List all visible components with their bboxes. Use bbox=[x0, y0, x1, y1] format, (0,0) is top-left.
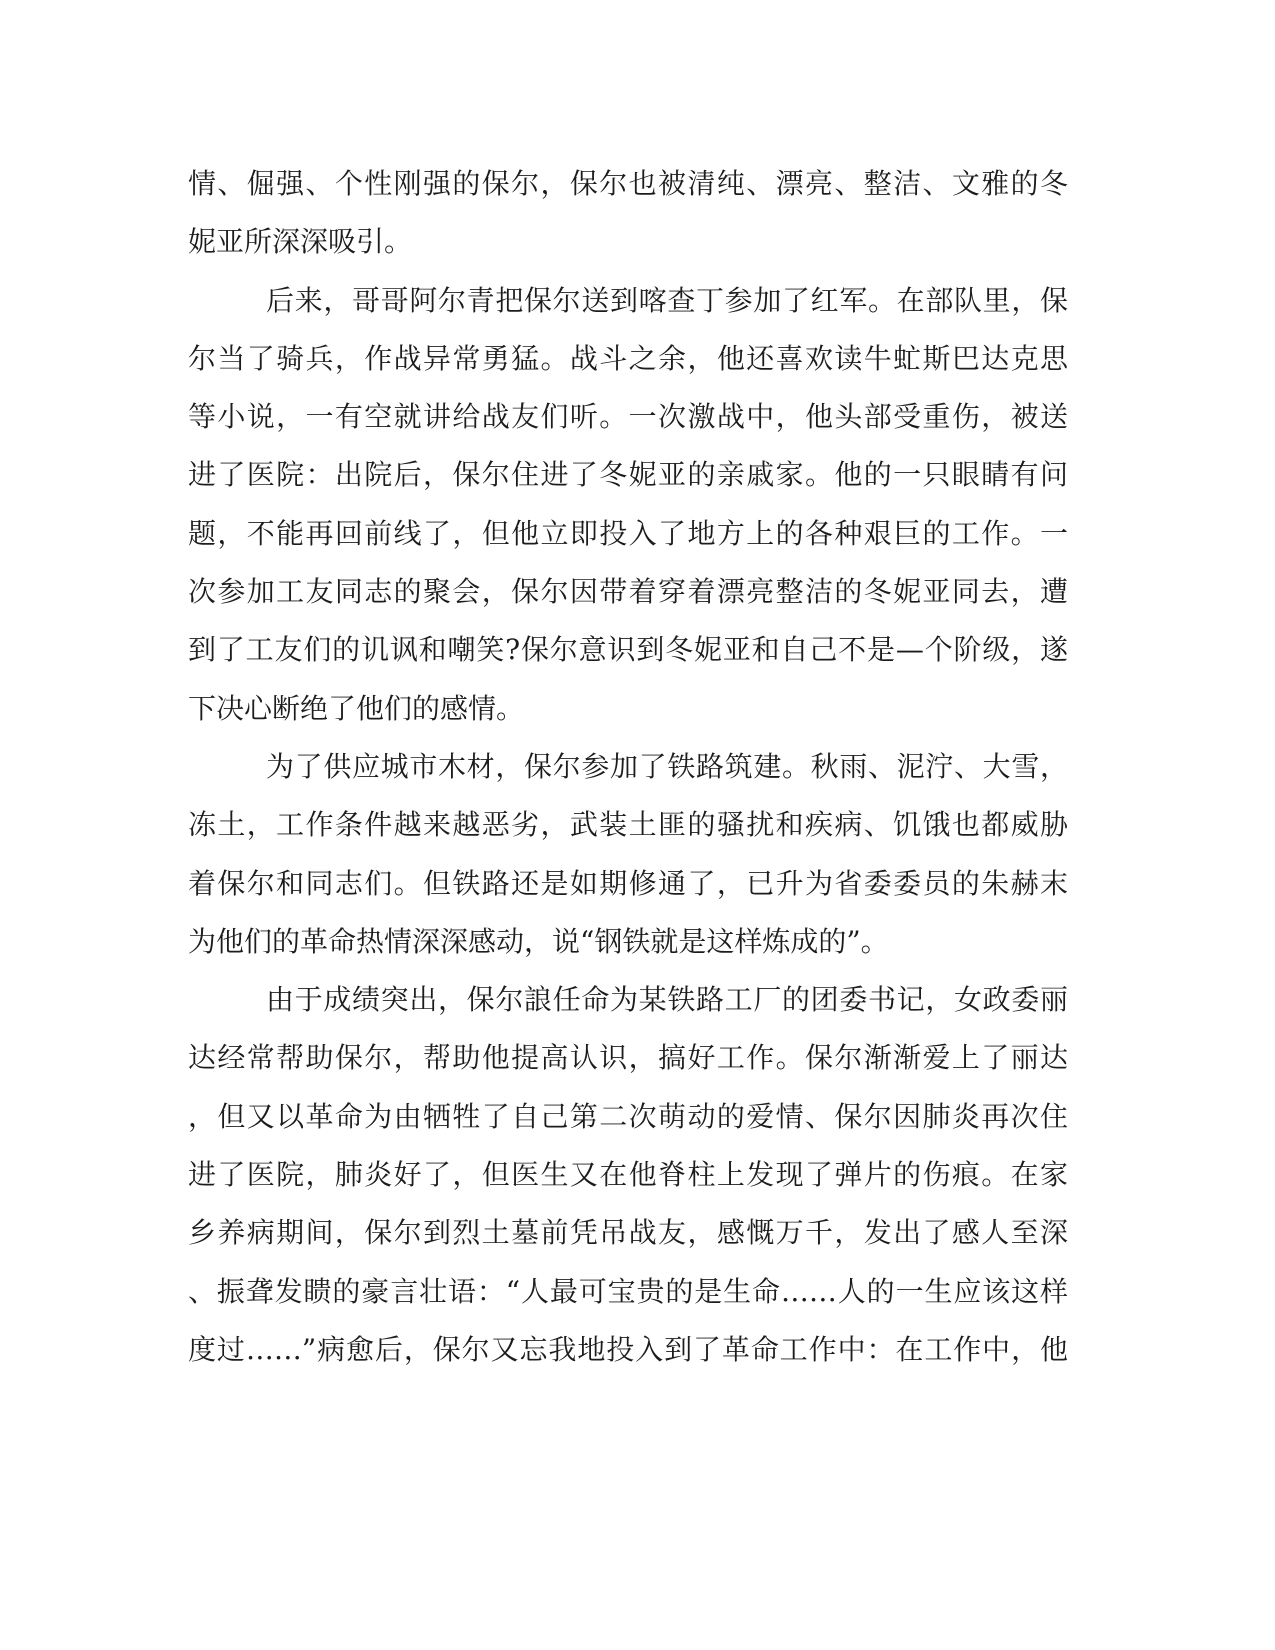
text-line: 进了医院，肺炎好了，但医生又在他脊柱上发现了弹片的伤痕。在家 bbox=[188, 1158, 1068, 1192]
text-line: 由于成绩突出，保尔誏任命为某铁路工厂的团委书记，女政委丽 bbox=[266, 983, 1068, 1017]
text-line: ，但又以革命为由牺牲了自己第二次萌动的爱情、保尔因肺炎再次住 bbox=[188, 1099, 1068, 1133]
text-line: 达经常帮助保尔，帮助他提高认识，搞好工作。保尔渐渐爱上了丽达 bbox=[188, 1041, 1068, 1075]
text-line: 进了医院：出院后，保尔住进了冬妮亚的亲戚家。他的一只眼睛有问 bbox=[188, 458, 1068, 492]
body-text bbox=[188, 155, 1068, 1379]
text-line: 度过……”病愈后，保尔又忘我地投入到了革命工作中：在工作中，他 bbox=[188, 1332, 1068, 1366]
text-line: 等小说，一有空就讲给战友们听。一次激战中，他头部受重伤，被送 bbox=[188, 400, 1068, 434]
text-line: 到了工友们的讥讽和嘲笑?保尔意识到冬妮亚和自己不是—个阶级，遂 bbox=[188, 633, 1068, 667]
text-line: 后来，哥哥阿尔青把保尔送到喀查丁参加了红军。在部队里，保 bbox=[266, 283, 1068, 317]
text-line: 为了供应城市木材，保尔参加了铁路筑建。秋雨、泥泞、大雪， bbox=[266, 749, 1068, 783]
text-line: 尔当了骑兵，作战异常勇猛。战斗之余，他还喜欢读牛虻斯巴达克思 bbox=[188, 341, 1068, 375]
text-line: 着保尔和同志们。但铁路还是如期修通了，已升为省委委员的朱赫末 bbox=[188, 866, 1068, 900]
paragraph bbox=[188, 155, 1068, 272]
paragraph bbox=[188, 971, 1068, 1379]
text-line: 乡养病期间，保尔到烈土墓前凭吊战友，感慨万千，发出了感人至深 bbox=[188, 1216, 1068, 1250]
text-line: 次参加工友同志的聚会，保尔因带着穿着漂亮整洁的冬妮亚同去，遭 bbox=[188, 575, 1068, 609]
text-line: 情、倔强、个性刚强的保尔，保尔也被清纯、漂亮、整洁、文雅的冬 bbox=[188, 167, 1068, 200]
text-line: 为他们的革命热情深深感动，说“钢铁就是这样炼成的”。 bbox=[188, 924, 889, 958]
text-line: 题，不能再回前线了，但他立即投入了地方上的各种艰巨的工作。一 bbox=[188, 516, 1068, 550]
text-line: 妮亚所深深吸引。 bbox=[188, 225, 413, 259]
paragraph bbox=[188, 738, 1068, 971]
text-line: 下决心断绝了他们的感情。 bbox=[188, 691, 525, 725]
paragraph bbox=[188, 272, 1068, 738]
text-line: 、振聋发瞆的豪言壮语：“人最可宝贵的是生命……人的一生应该这样 bbox=[188, 1274, 1068, 1308]
text-line: 冻土，工作条件越来越恶劣，武装土匪的骚扰和疾病、饥饿也都威胁 bbox=[188, 808, 1068, 842]
